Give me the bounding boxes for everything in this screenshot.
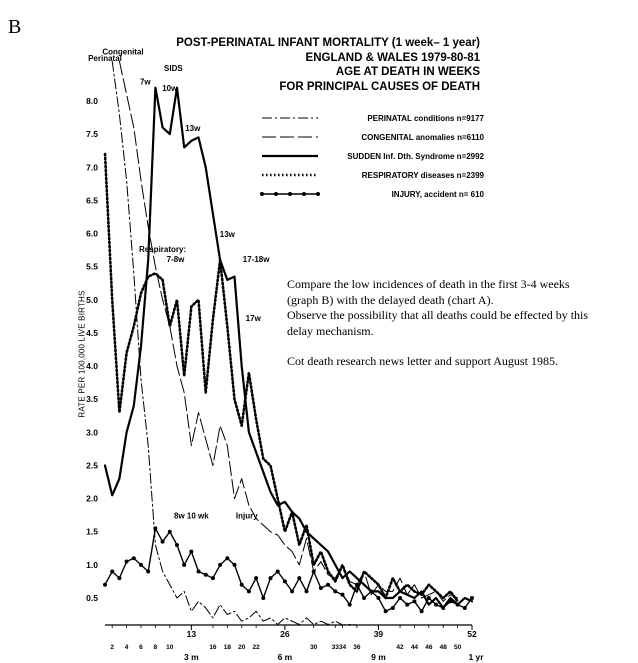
data-point-injury, [297,576,301,580]
chart-axes [86,96,484,662]
data-point-injury, [233,563,237,567]
data-point-injury, [175,543,179,547]
x-tick-label: 30 [310,644,318,651]
legend-swatch-dot [302,192,306,196]
y-tick-label: 4.0 [86,361,98,372]
data-point-injury, [161,540,165,544]
data-point-injury, [211,576,215,580]
chart-annotation: 10w [162,84,178,94]
data-point-injury, [240,583,244,587]
x-month-label: 6 m [277,652,293,662]
y-axis-label: RATE PER 100,000 LIVE BIRTHS [77,290,87,418]
data-point-injury, [125,560,129,564]
data-point-injury, [398,596,402,600]
x-tick-label: 48 [439,644,447,651]
y-tick-label: 5.5 [86,261,98,272]
chart-subtitle-line: ENGLAND & WALES 1979-80-81 [305,51,480,64]
data-point-injury, [103,583,107,587]
legend-entry: INJURY, accident n= 610 [391,190,484,199]
data-point-injury, [304,589,308,593]
data-point-injury, [218,563,222,567]
y-tick-label: 7.5 [86,129,98,140]
x-tick-label: 22 [252,644,260,651]
legend-entry: RESPIRATORY diseases n=2399 [361,171,484,180]
x-tick-label: 8 [153,644,158,651]
legend-swatch-dot [288,192,292,196]
x-month-label: 9 m [371,652,386,662]
data-point-injury, [269,576,273,580]
x-tick-label: 4 [124,644,129,651]
x-tick-label: 44 [410,644,419,651]
x-tick-label-major: 26 [280,629,290,639]
x-tick-label: 46 [425,644,433,651]
x-tick-label: 2 [110,644,115,651]
x-tick-label-major: 52 [467,629,477,639]
y-tick-label: 1.5 [86,526,98,537]
data-point-injury, [247,589,251,593]
legend-swatch-dot [260,192,264,196]
chart-annotation: Injury [235,511,258,521]
data-point-injury, [312,569,316,573]
data-point-injury, [456,603,460,607]
data-point-injury, [146,569,150,573]
legend-swatch-dot [316,192,320,196]
data-point-injury, [204,573,208,577]
x-tick-label: 16 [209,644,217,651]
data-point-injury, [197,569,201,573]
data-point-injury, [326,583,330,587]
chart-annotation: Respiratory: [139,245,187,255]
y-tick-label: 5.0 [86,294,98,305]
chart-annotation: 7w [139,77,151,87]
y-tick-label: 3.0 [86,427,98,438]
data-point-injury, [283,579,287,583]
data-point-injury, [319,586,323,590]
data-point-injury, [470,596,474,600]
x-tick-label: 50 [453,644,462,651]
x-tick-label-major: 39 [373,629,384,639]
y-tick-label: 2.5 [86,460,98,471]
y-tick-label: 3.5 [86,394,98,405]
data-point-injury, [463,606,467,610]
data-point-injury, [376,596,380,600]
data-point-injury, [405,603,409,607]
x-tick-label: 33 [331,644,339,651]
chart-annotation: 13w [185,123,201,133]
x-tick-label-major: 13 [186,629,197,639]
y-tick-label: 2.0 [86,493,98,504]
data-point-injury, [420,609,424,613]
legend-swatch-dot [274,192,278,196]
data-point-injury, [117,576,121,580]
data-point-injury, [333,589,337,593]
chart-annotation: Perinatal [88,54,122,64]
y-tick-label: 1.0 [86,559,98,570]
legend-entry: SUDDEN Inf. Dth. Syndrome n=2992 [347,152,484,161]
data-point-injury, [384,609,388,613]
y-tick-label: 0.5 [86,593,98,603]
data-point-injury, [412,599,416,603]
panel-letter: B [8,16,22,38]
data-point-injury, [427,596,431,600]
data-point-injury, [189,550,193,554]
chart-annotation: SIDS [164,64,183,74]
y-tick-label: 6.5 [86,195,98,206]
y-tick-label: 6.0 [86,228,98,239]
note-source: Cot death research news letter and support August 1985. [287,354,558,368]
chart-subtitle-line: FOR PRINCIPAL CAUSES OF DEATH [279,80,480,93]
data-point-injury, [132,556,136,560]
chart-annotation: 17w [245,314,261,324]
note-line: Compare the low incidences of death in the first 3-4 weeks [287,277,570,291]
data-point-injury, [340,593,344,597]
chart-annotations [88,48,270,521]
chart-title: POST-PERINATAL INFANT MORTALITY (1 week– 1 year) [176,37,480,49]
chart-annotation: 7-8w [166,255,185,265]
chart-annotation: 17-18w [242,255,270,265]
x-month-label: 3 m [184,652,199,662]
y-tick-label: 8.0 [86,96,98,106]
data-point-injury, [441,606,445,610]
chart-annotation: 13w [219,229,235,239]
chart-annotation: 8w 10 wk [174,511,209,521]
legend-entry: PERINATAL conditions n=9177 [367,114,484,123]
data-point-injury, [261,596,265,600]
data-point-injury, [168,530,172,534]
y-tick-label: 7.0 [86,162,98,173]
note-block [287,277,632,370]
chart-subtitle-line: AGE AT DEATH IN WEEKS [335,66,480,78]
data-point-injury, [362,596,366,600]
series-line-injury, [105,528,472,611]
x-month-label: 1 yr [468,652,484,662]
data-point-injury, [225,556,229,560]
note-line: Observe the possibility that all deaths could be effected by this [287,308,589,322]
x-tick-label: 10 [166,644,174,651]
data-point-injury, [139,563,143,567]
data-point-injury, [369,589,373,593]
data-point-injury, [254,576,258,580]
data-point-injury, [391,606,395,610]
data-point-injury, [434,603,438,607]
chart-annotation: Congenital [102,47,144,57]
data-point-injury, [276,569,280,573]
data-point-injury, [110,569,114,573]
data-point-injury, [355,583,359,587]
note-line: (graph B) with the delayed death (chart A). [287,292,494,307]
data-point-injury, [153,526,157,530]
data-point-injury, [448,599,452,603]
legend-entry: CONGENITAL anomalies n=6110 [361,133,484,142]
chart-legend [260,114,485,199]
x-tick-label: 34 [338,644,347,651]
note-line: delay mechanism. [287,323,374,338]
x-tick-label: 6 [139,644,143,651]
data-point-injury, [290,589,294,593]
y-tick-label: 4.5 [86,327,98,338]
x-tick-label: 36 [353,644,361,651]
x-tick-label: 18 [223,644,231,651]
x-tick-label: 20 [238,644,246,651]
x-tick-label: 42 [396,644,404,651]
data-point-injury, [348,603,352,607]
data-point-injury, [182,563,186,567]
